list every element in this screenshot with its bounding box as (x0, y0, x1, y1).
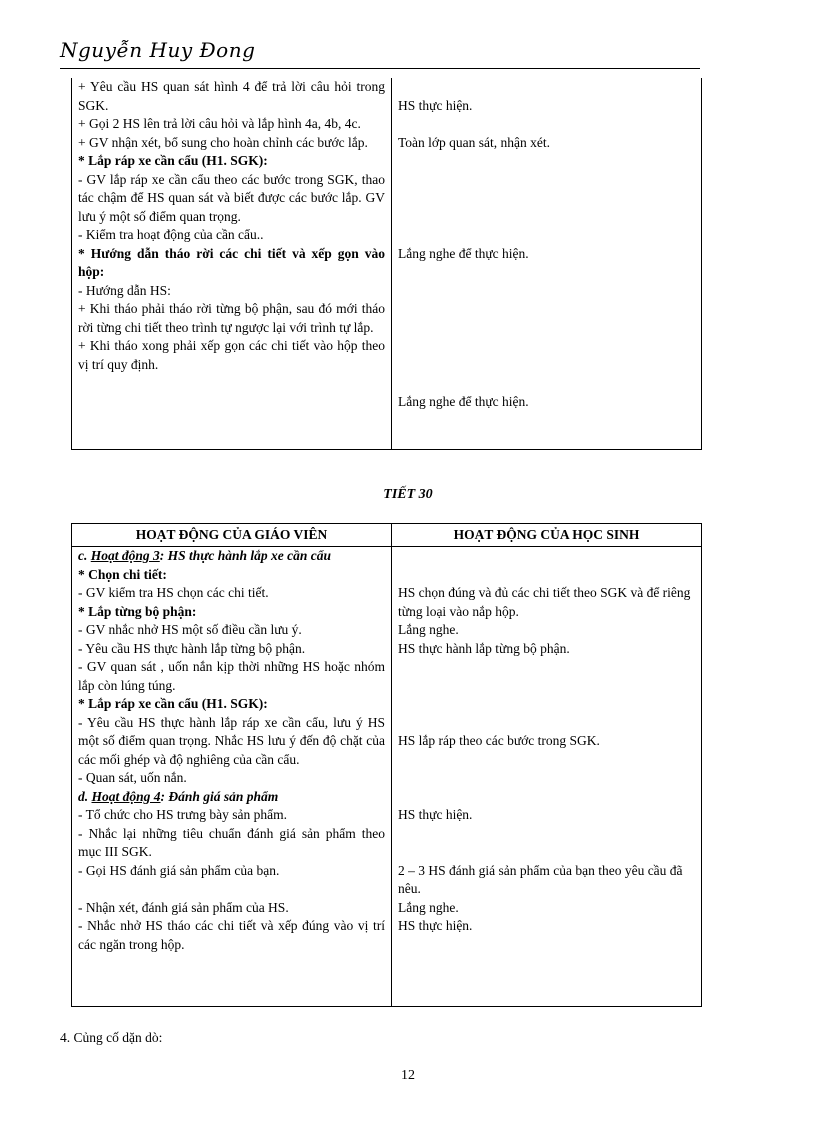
list-item: - GV nhắc nhở HS một số điều cần lưu ý. (78, 622, 302, 637)
list-item: + GV nhận xét, bổ sung cho hoàn chỉnh các bước lắp. (78, 134, 368, 150)
list-item: - GV quan sát , uốn nắn kịp thời những HS hoặc nhóm lắp còn lúng túng. (78, 659, 385, 693)
list-item: HS thực hiện. (398, 807, 473, 822)
list-item: HS chọn đúng và đủ các chi tiết theo SGK và để riêng từng loại vào nắp hộp. (398, 585, 691, 619)
list-item: - Yêu cầu HS thực hành lắp từng bộ phận. (78, 640, 306, 656)
list-item: * Chọn chi tiết: (78, 566, 167, 582)
table-row (72, 547, 702, 1007)
teacher-activities-list-2 (78, 806, 385, 954)
spacer (398, 751, 695, 807)
student-column-header: HOẠT ĐỘNG CỦA HỌC SINH (392, 524, 702, 547)
list-item: - Gọi HS đánh giá sản phẩm của bạn. (78, 862, 280, 878)
teacher-activities-cell (72, 547, 392, 1007)
list-item: Lắng nghe. (398, 622, 459, 637)
list-item: - Nhắc nhở HS tháo các chi tiết và xếp đúng vào vị trí các ngăn trong hộp. (78, 918, 385, 952)
list-item: Lắng nghe để thực hiện. (398, 245, 529, 261)
list-item: * Lắp ráp xe cần cẩu (H1. SGK): (78, 153, 268, 168)
list-item: + Yêu cầu HS quan sát hình 4 để trả lời câu hỏi trong SGK. (78, 79, 385, 113)
list-item: - GV lắp ráp xe cần cẩu theo các bước trong SGK, thao tác chậm để HS quan sát và biết được các bước lắp. GV lưu ý một số điểm quan trọng. (78, 171, 385, 224)
spacer (398, 825, 695, 862)
list-item: + Gọi 2 HS lên trả lời câu hỏi và lắp hình 4a, 4b, 4c. (78, 116, 361, 131)
lesson-heading: TIẾT 30 (383, 487, 433, 502)
list-item (78, 880, 385, 899)
list-item: Lắng nghe để thực hiện. (398, 393, 529, 409)
list-item: - Yêu cầu HS thực hành lắp ráp xe cần cẩu, lưu ý HS một số điểm quan trọng. Nhắc HS lưu ý đến độ chặt của các mối ghép và độ nghiêng của cần cẩu. (78, 714, 385, 767)
list-item: - Nhắc lại những tiêu chuẩn đánh giá sản phẩm theo mục III SGK. (78, 825, 385, 859)
teacher-activities-list (78, 566, 385, 788)
spacer (398, 263, 695, 393)
list-item: + Khi tháo xong phải xếp gọn các chi tiết vào hộp theo vị trí quy định. (78, 338, 385, 372)
list-item: HS lắp ráp theo các bước trong SGK. (398, 733, 600, 748)
teacher-column-header: HOẠT ĐỘNG CỦA GIÁO VIÊN (72, 524, 392, 547)
list-item: HS thực hành lắp từng bộ phận. (398, 640, 570, 656)
list-item: - Hướng dẫn HS: (78, 282, 171, 298)
list-item: - GV kiểm tra HS chọn các chi tiết. (78, 585, 269, 600)
list-item: * Hướng dẫn tháo rời các chi tiết và xếp gọn vào hộp: (78, 245, 385, 279)
header-rule (60, 68, 700, 69)
list-item: * Lắp từng bộ phận: (78, 603, 197, 619)
list-item: - Quan sát, uốn nắn. (78, 770, 187, 785)
list-item: - Tổ chức cho HS trưng bày sản phẩm. (78, 807, 287, 822)
list-item: Toàn lớp quan sát, nhận xét. (398, 134, 551, 150)
spacer (398, 152, 695, 245)
table-row (72, 78, 702, 450)
list-item: - Kiểm tra hoạt động của cần cẩu.. (78, 227, 264, 242)
activity-3-heading: c. Hoạt động 3: HS thực hành lắp xe cần cẩu (78, 548, 332, 563)
table-header-row (72, 524, 702, 547)
teacher-activities-cell (72, 78, 392, 450)
author-name: Nguyễn Huy Đong (60, 38, 256, 62)
list-item: + Khi tháo phải tháo rời từng bộ phận, sau đó mới tháo rời từng chi tiết theo trình tự ngược lại với trình tự lắp. (78, 301, 385, 335)
activity-table-continued (71, 78, 702, 450)
list-item: Lắng nghe. (398, 899, 459, 915)
activity-4-heading: d. Hoạt động 4: Đánh giá sản phẩm (78, 788, 279, 804)
student-activities-cell (392, 547, 702, 1007)
student-activities-cell (392, 78, 702, 450)
list-item: * Lắp ráp xe cần cẩu (H1. SGK): (78, 696, 268, 711)
list-item: 2 – 3 HS đánh giá sản phẩm của bạn theo yêu cầu đã nêu. (398, 862, 683, 896)
spacer (398, 547, 695, 584)
list-item: HS thực hiện. (398, 97, 473, 113)
list-item: - Nhận xét, đánh giá sản phẩm của HS. (78, 899, 289, 915)
consolidation-note: 4. Củng cố dặn dò: (60, 1030, 163, 1045)
spacer (398, 115, 695, 134)
list-item: HS thực hiện. (398, 918, 473, 933)
activity-table-lesson-30 (71, 523, 702, 1007)
spacer (398, 78, 695, 97)
spacer (398, 658, 695, 732)
page-number: 12 (401, 1068, 415, 1083)
